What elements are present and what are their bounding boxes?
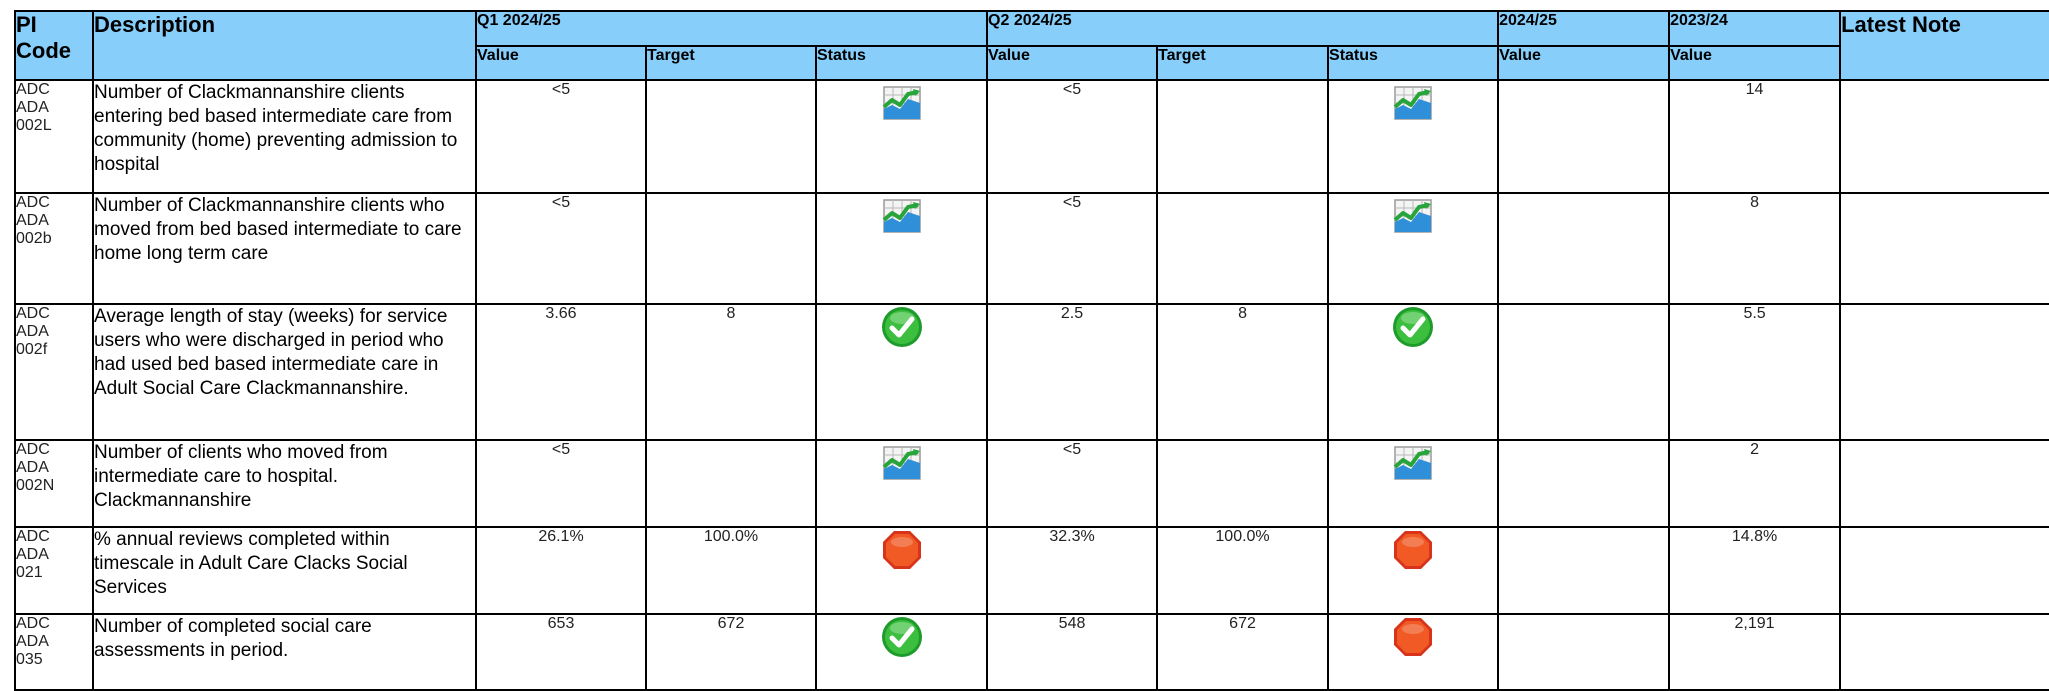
- red-stop-icon: [1391, 528, 1435, 572]
- q1-target-cell: 100.0%: [646, 527, 816, 614]
- q1-status-cell: [816, 193, 987, 304]
- q2-status-cell: [1328, 193, 1498, 304]
- q1-value-cell: <5: [476, 80, 646, 193]
- q2-target-cell: [1157, 440, 1328, 527]
- description-cell: Number of Clackmannanshire clients entering bed based intermediate care from community (home) preventing admission to hospital: [93, 80, 476, 193]
- q2-value-header: Value: [987, 46, 1157, 80]
- latest-note-cell: [1840, 80, 2049, 193]
- q2-target-header: Target: [1157, 46, 1328, 80]
- q1-value-cell: 26.1%: [476, 527, 646, 614]
- year-2023-24-header: 2023/24: [1669, 11, 1840, 46]
- q2-target-cell: [1157, 80, 1328, 193]
- q2-status-cell: [1328, 80, 1498, 193]
- q1-status-cell: [816, 304, 987, 440]
- q1-value-cell: 3.66: [476, 304, 646, 440]
- q1-header: Q1 2024/25: [476, 11, 987, 46]
- latest-note-cell: [1840, 614, 2049, 690]
- q1-value-cell: <5: [476, 440, 646, 527]
- latest-note-cell: [1840, 527, 2049, 614]
- pi-code-cell: ADC ADA 002N: [15, 440, 93, 527]
- year-2023-24-value-cell: 14.8%: [1669, 527, 1840, 614]
- data-only-chart-icon: [1391, 441, 1435, 485]
- q2-target-cell: 100.0%: [1157, 527, 1328, 614]
- q2-status-cell: [1328, 614, 1498, 690]
- description-header: Description: [93, 11, 476, 80]
- pi-code-cell: ADC ADA 002b: [15, 193, 93, 304]
- header-row-groups: [15, 11, 2049, 46]
- q1-target-cell: 8: [646, 304, 816, 440]
- q1-status-header: Status: [816, 46, 987, 80]
- data-only-chart-icon: [1391, 81, 1435, 125]
- pi-code-cell: ADC ADA 002L: [15, 80, 93, 193]
- q2-status-cell: [1328, 304, 1498, 440]
- performance-indicator-table: [14, 10, 2049, 691]
- q1-target-cell: [646, 440, 816, 527]
- red-stop-icon: [1391, 615, 1435, 659]
- q1-target-cell: [646, 193, 816, 304]
- red-stop-icon: [880, 528, 924, 572]
- year-2024-25-value-cell: [1498, 193, 1669, 304]
- description-cell: Number of Clackmannanshire clients who moved from bed based intermediate to care home long term care: [93, 193, 476, 304]
- green-check-icon: [880, 615, 924, 659]
- green-check-icon: [880, 305, 924, 349]
- q2-status-cell: [1328, 527, 1498, 614]
- q2-value-cell: 32.3%: [987, 527, 1157, 614]
- table-row: [15, 527, 2049, 614]
- q2-status-header: Status: [1328, 46, 1498, 80]
- data-only-chart-icon: [880, 441, 924, 485]
- q2-value-cell: <5: [987, 440, 1157, 527]
- q2-value-cell: <5: [987, 193, 1157, 304]
- year-2023-24-value-cell: 5.5: [1669, 304, 1840, 440]
- data-only-chart-icon: [880, 81, 924, 125]
- q1-value-cell: <5: [476, 193, 646, 304]
- green-check-icon: [1391, 305, 1435, 349]
- q2-target-cell: 8: [1157, 304, 1328, 440]
- description-cell: Number of clients who moved from intermediate care to hospital. Clackmannanshire: [93, 440, 476, 527]
- q2-header: Q2 2024/25: [987, 11, 1498, 46]
- q1-target-cell: 672: [646, 614, 816, 690]
- table-row: [15, 193, 2049, 304]
- year-2024-25-value-header: Value: [1498, 46, 1669, 80]
- q1-target-cell: [646, 80, 816, 193]
- q2-target-cell: 672: [1157, 614, 1328, 690]
- q2-value-cell: 2.5: [987, 304, 1157, 440]
- pi-code-header: PI Code: [15, 11, 93, 80]
- pi-code-cell: ADC ADA 002f: [15, 304, 93, 440]
- q1-value-cell: 653: [476, 614, 646, 690]
- pi-code-cell: ADC ADA 021: [15, 527, 93, 614]
- latest-note-cell: [1840, 304, 2049, 440]
- table-row: [15, 80, 2049, 193]
- q1-status-cell: [816, 614, 987, 690]
- description-cell: % annual reviews completed within timescale in Adult Care Clacks Social Services: [93, 527, 476, 614]
- pi-code-cell: ADC ADA 035: [15, 614, 93, 690]
- year-2024-25-value-cell: [1498, 614, 1669, 690]
- table-row: [15, 614, 2049, 690]
- year-2024-25-value-cell: [1498, 440, 1669, 527]
- q1-status-cell: [816, 527, 987, 614]
- q1-status-cell: [816, 440, 987, 527]
- year-2023-24-value-cell: 14: [1669, 80, 1840, 193]
- year-2024-25-header: 2024/25: [1498, 11, 1669, 46]
- q2-status-cell: [1328, 440, 1498, 527]
- q2-value-cell: <5: [987, 80, 1157, 193]
- table-row: [15, 440, 2049, 527]
- year-2024-25-value-cell: [1498, 80, 1669, 193]
- q2-target-cell: [1157, 193, 1328, 304]
- description-cell: Number of completed social care assessments in period.: [93, 614, 476, 690]
- data-only-chart-icon: [880, 194, 924, 238]
- latest-note-header: Latest Note: [1840, 11, 2049, 80]
- year-2023-24-value-cell: 8: [1669, 193, 1840, 304]
- latest-note-cell: [1840, 440, 2049, 527]
- year-2023-24-value-cell: 2,191: [1669, 614, 1840, 690]
- q2-value-cell: 548: [987, 614, 1157, 690]
- latest-note-cell: [1840, 193, 2049, 304]
- table-body: [15, 80, 2049, 690]
- year-2023-24-value-header: Value: [1669, 46, 1840, 80]
- data-only-chart-icon: [1391, 194, 1435, 238]
- q1-value-header: Value: [476, 46, 646, 80]
- year-2024-25-value-cell: [1498, 527, 1669, 614]
- year-2023-24-value-cell: 2: [1669, 440, 1840, 527]
- table-row: [15, 304, 2049, 440]
- q1-status-cell: [816, 80, 987, 193]
- year-2024-25-value-cell: [1498, 304, 1669, 440]
- description-cell: Average length of stay (weeks) for service users who were discharged in period who had used bed based intermediate care in Adult Social Care Clackmannanshire.: [93, 304, 476, 440]
- q1-target-header: Target: [646, 46, 816, 80]
- table-header: [15, 11, 2049, 80]
